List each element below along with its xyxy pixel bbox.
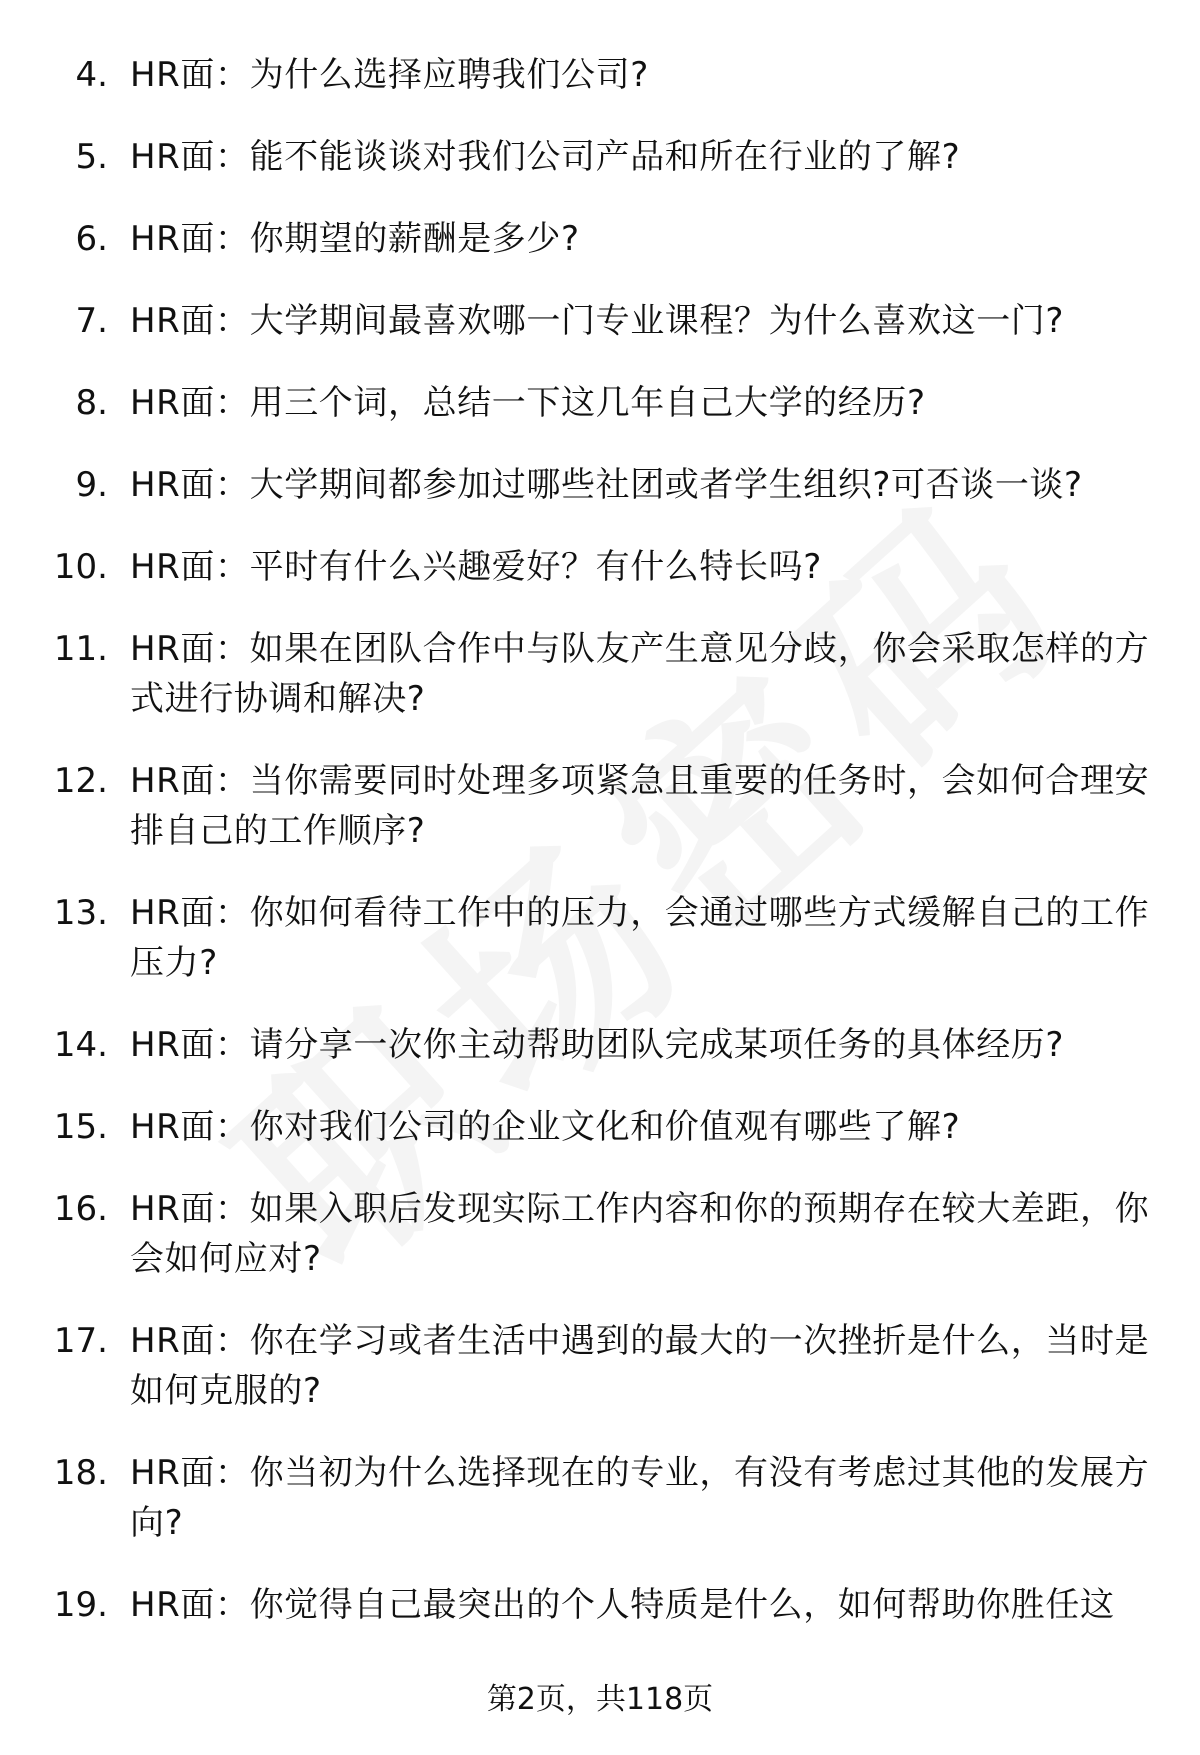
question-number: 5.	[75, 137, 108, 177]
question-number: 13.	[53, 893, 108, 933]
question-text: HR面：你当初为什么选择现在的专业，有没有考虑过其他的发展方向?	[130, 1453, 1150, 1543]
question-number: 15.	[53, 1107, 108, 1147]
list-item	[0, 624, 1200, 724]
question-text: HR面：能不能谈谈对我们公司产品和所在行业的了解?	[130, 137, 961, 177]
question-text: HR面：你在学习或者生活中遇到的最大的一次挫折是什么，当时是如何克服的?	[130, 1321, 1150, 1411]
list-item	[0, 214, 1200, 264]
question-text: HR面：当你需要同时处理多项紧急且重要的任务时，会如何合理安排自己的工作顺序?	[130, 761, 1150, 851]
question-text: HR面：大学期间最喜欢哪一门专业课程？为什么喜欢这一门?	[130, 301, 1065, 341]
question-text: HR面：平时有什么兴趣爱好？有什么特长吗?	[130, 547, 822, 587]
list-item	[0, 296, 1200, 346]
list-item	[0, 1102, 1200, 1152]
question-text: HR面：如果入职后发现实际工作内容和你的预期存在较大差距，你会如何应对?	[130, 1189, 1150, 1279]
question-number: 18.	[53, 1453, 108, 1493]
question-number: 7.	[75, 301, 108, 341]
list-item	[0, 756, 1200, 856]
list-item	[0, 378, 1200, 428]
list-item	[0, 1184, 1200, 1284]
list-item	[0, 460, 1200, 510]
list-item	[0, 542, 1200, 592]
question-number: 14.	[53, 1025, 108, 1065]
question-number: 9.	[75, 465, 108, 505]
list-item	[0, 1580, 1200, 1630]
question-text: HR面：用三个词，总结一下这几年自己大学的经历?	[130, 383, 926, 423]
question-number: 16.	[53, 1189, 108, 1229]
question-number: 17.	[53, 1321, 108, 1361]
question-text: HR面：你期望的薪酬是多少?	[130, 219, 580, 259]
question-number: 8.	[75, 383, 108, 423]
question-text: HR面：你如何看待工作中的压力，会通过哪些方式缓解自己的工作压力?	[130, 893, 1150, 983]
question-number: 4.	[75, 55, 108, 95]
question-text: HR面：为什么选择应聘我们公司?	[130, 55, 649, 95]
list-item	[0, 1316, 1200, 1416]
question-text: HR面：你觉得自己最突出的个人特质是什么，如何帮助你胜任这	[130, 1585, 1115, 1625]
question-number: 10.	[53, 547, 108, 587]
question-number: 11.	[53, 629, 108, 669]
list-item	[0, 1020, 1200, 1070]
list-item	[0, 1448, 1200, 1548]
question-text: HR面：你对我们公司的企业文化和价值观有哪些了解?	[130, 1107, 961, 1147]
question-text: HR面：请分享一次你主动帮助团队完成某项任务的具体经历?	[130, 1025, 1065, 1065]
question-text: HR面：大学期间都参加过哪些社团或者学生组织?可否谈一谈?	[130, 465, 1083, 505]
question-number: 6.	[75, 219, 108, 259]
question-list	[0, 50, 1200, 1662]
question-number: 12.	[53, 761, 108, 801]
question-number: 19.	[53, 1585, 108, 1625]
list-item	[0, 50, 1200, 100]
question-text: HR面：如果在团队合作中与队友产生意见分歧，你会采取怎样的方式进行协调和解决?	[130, 629, 1150, 719]
page-number-footer: 第2页，共118页	[486, 1682, 714, 1717]
list-item	[0, 132, 1200, 182]
list-item	[0, 888, 1200, 988]
